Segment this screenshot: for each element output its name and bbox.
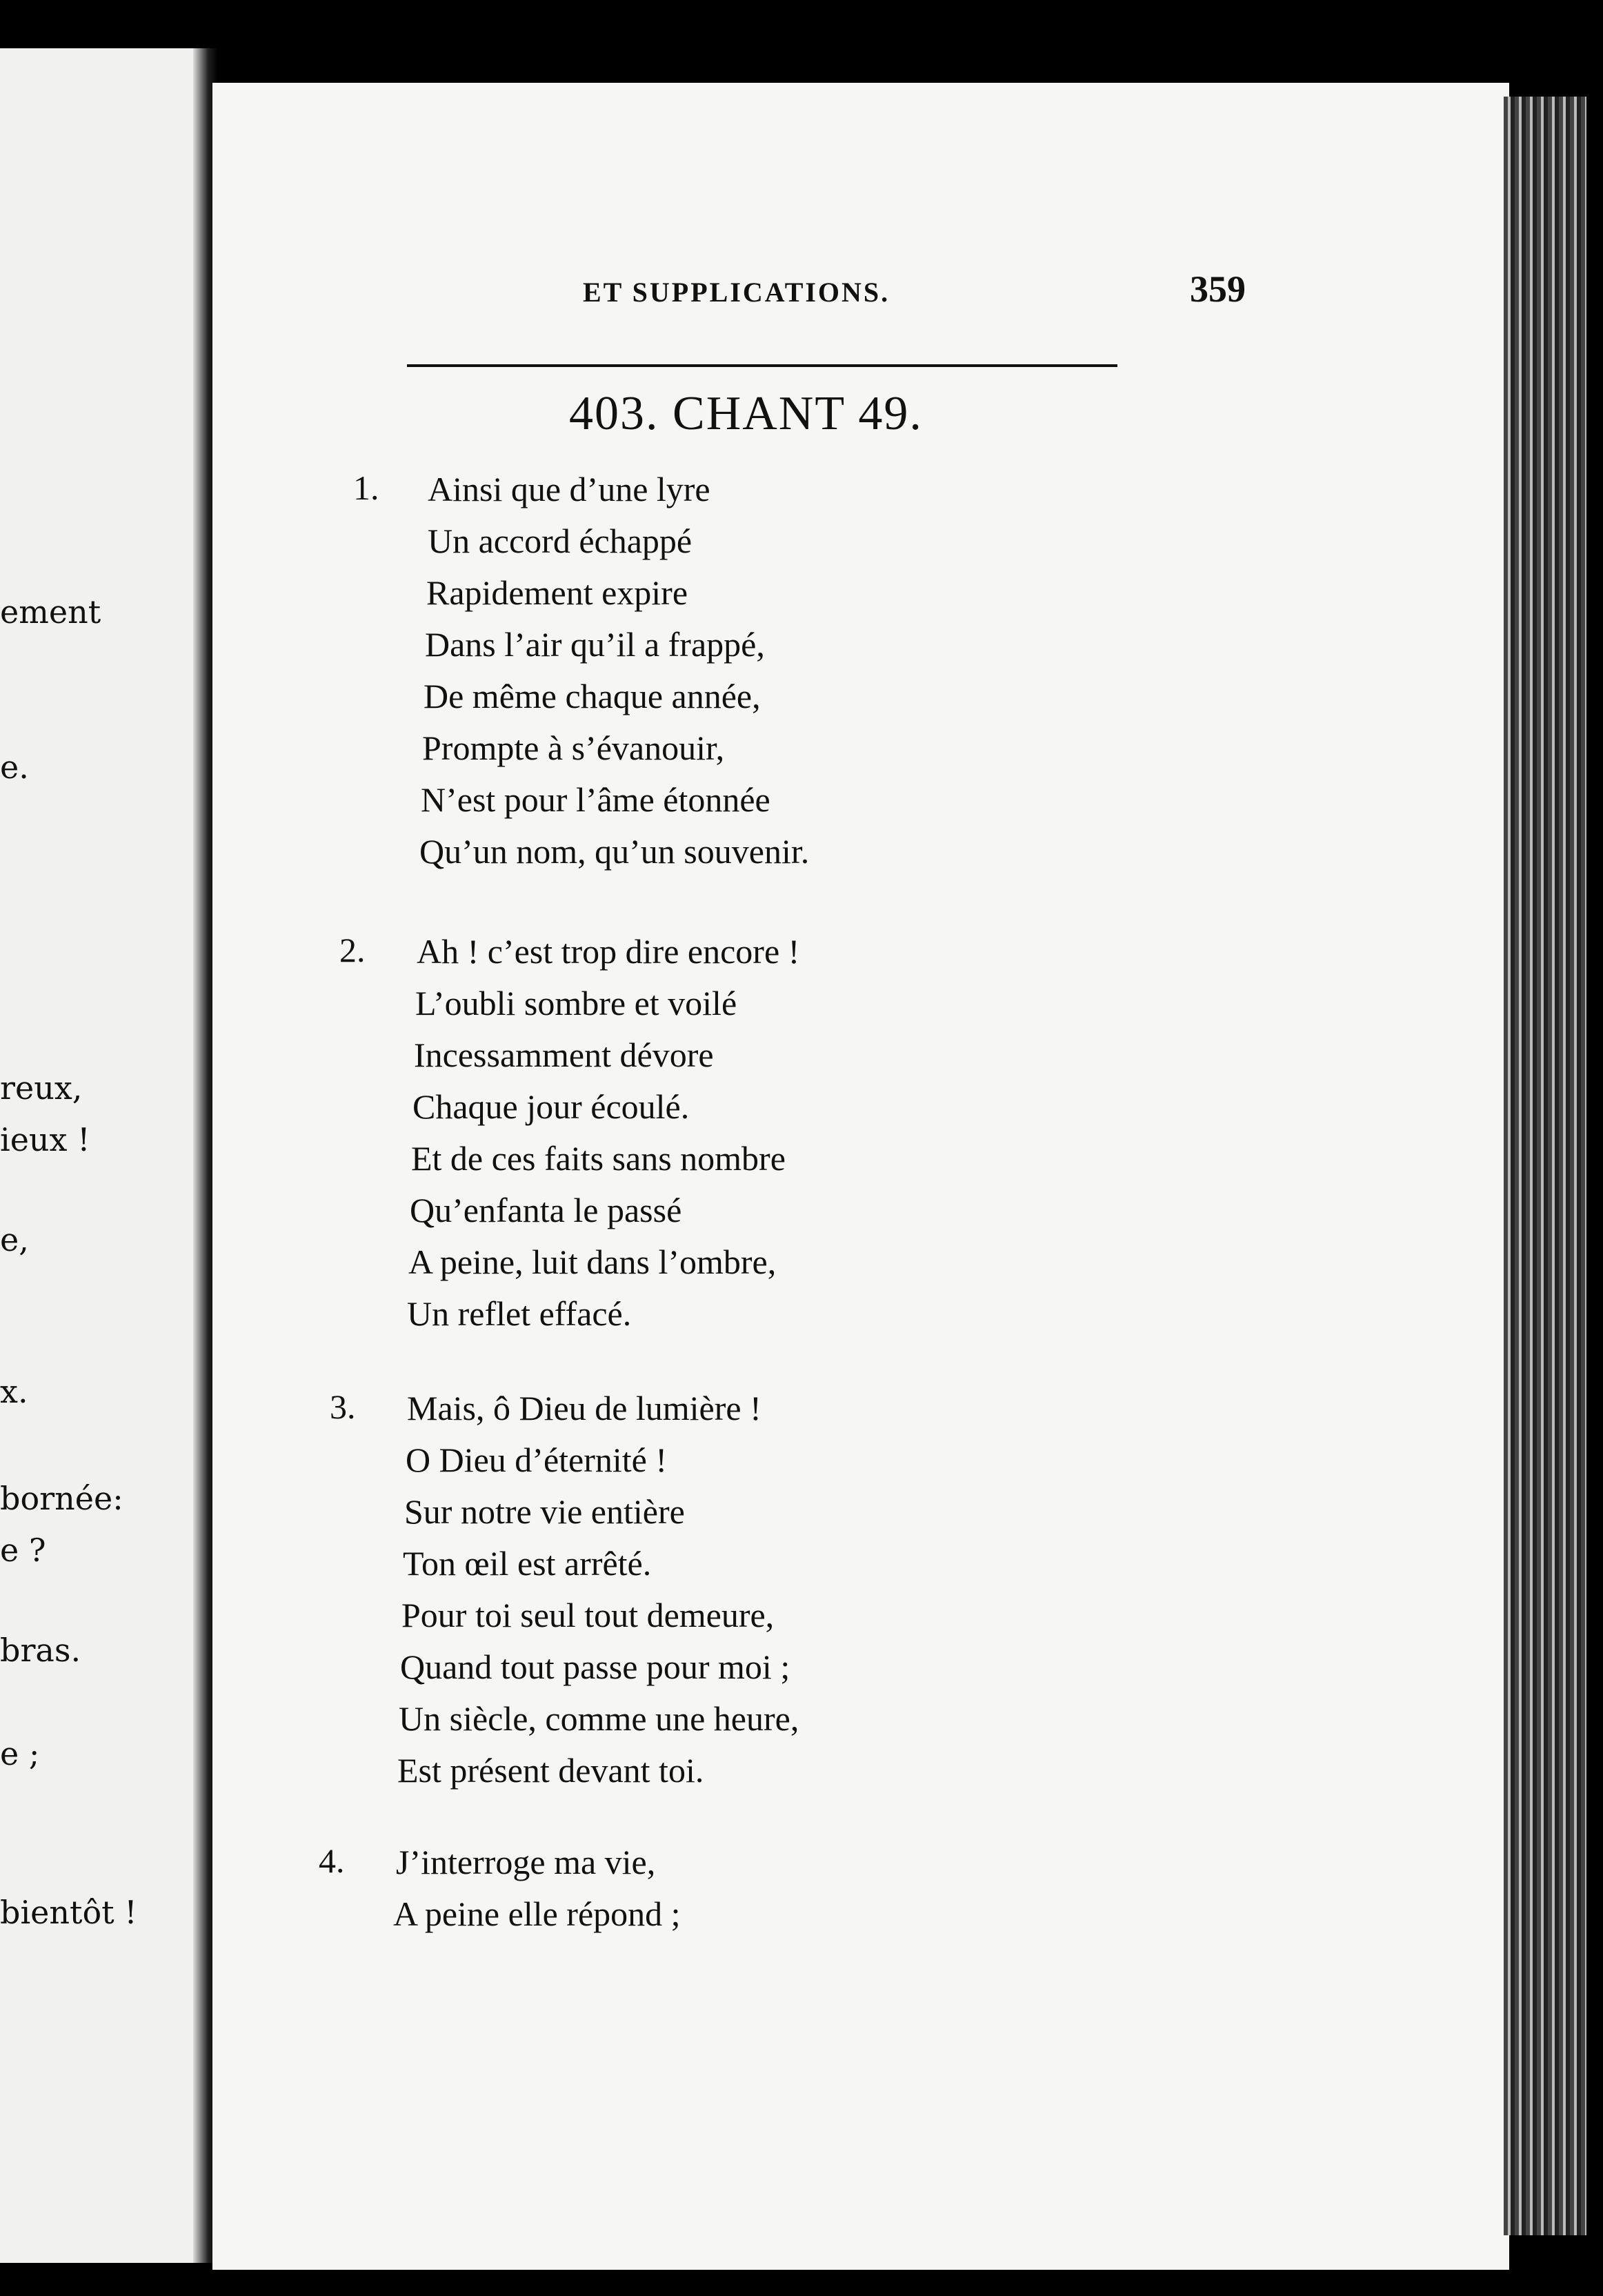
- verse-line: Qu’enfanta le passé: [410, 1191, 682, 1229]
- verse-line: Pour toi seul tout demeure,: [401, 1596, 775, 1634]
- left-page-fragment: ement: [0, 593, 101, 631]
- left-page-fragment: e ?: [0, 1532, 46, 1569]
- verse-line: Dans l’air qu’il a frappé,: [425, 625, 765, 664]
- verse-line: Un siècle, comme une heure,: [399, 1699, 799, 1738]
- verse-line: A peine, luit dans l’ombre,: [408, 1243, 777, 1281]
- verse-line: Un reflet effacé.: [407, 1294, 632, 1333]
- left-page-fragment: e ;: [0, 1735, 40, 1772]
- left-page-fragment: bornée:: [0, 1480, 123, 1517]
- verse-line: De même chaque année,: [424, 677, 761, 715]
- verse-line: Rapidement expire: [426, 573, 688, 612]
- verse-line: J’interroge ma vie,: [396, 1843, 656, 1881]
- page-number: 359: [1190, 268, 1246, 310]
- verse-line: Qu’un nom, qu’un souvenir.: [419, 832, 810, 871]
- verse-line: Et de ces faits sans nombre: [411, 1139, 786, 1178]
- stanza-number: 4.: [319, 1841, 345, 1880]
- verse-line: Chaque jour écoulé.: [412, 1087, 690, 1126]
- verse-line: Quand tout passe pour moi ;: [400, 1647, 790, 1686]
- left-page-fragment: bras.: [0, 1632, 81, 1669]
- title-rule: [407, 364, 1117, 367]
- verse-line: L’oubli sombre et voilé: [415, 984, 737, 1022]
- left-page-fragment: ieux !: [0, 1121, 90, 1158]
- running-head: ET SUPPLICATIONS.: [583, 277, 890, 308]
- left-page-fragment: reux,: [0, 1069, 83, 1107]
- verse-line: Incessamment dévore: [414, 1036, 714, 1074]
- verse-line: Mais, ô Dieu de lumière !: [407, 1389, 761, 1427]
- verse-line: Un accord échappé: [428, 522, 693, 560]
- previous-page: [0, 48, 207, 2263]
- verse-line: Ah ! c’est trop dire encore !: [417, 932, 800, 971]
- verse-line: Prompte à s’évanouir,: [422, 729, 725, 767]
- verse-line: Est présent devant toi.: [397, 1751, 704, 1790]
- left-page-fragment: bientôt !: [0, 1894, 137, 1931]
- left-page-fragment: e,: [0, 1221, 29, 1258]
- verse-line: Sur notre vie entière: [404, 1492, 685, 1531]
- verse-line: Ton œil est arrêté.: [403, 1544, 652, 1583]
- stanza-number: 2.: [339, 931, 366, 969]
- stanza-number: 3.: [330, 1387, 356, 1426]
- verse-line: O Dieu d’éternité !: [406, 1441, 668, 1479]
- page-edges: [1504, 97, 1586, 2235]
- verse-line: Ainsi que d’une lyre: [428, 470, 710, 508]
- chant-title: 403. CHANT 49.: [569, 387, 923, 440]
- left-page-fragment: e.: [0, 749, 29, 786]
- left-page-fragment: x.: [0, 1373, 28, 1410]
- verse-line: A peine elle répond ;: [393, 1894, 681, 1933]
- stanza-number: 1.: [353, 468, 379, 507]
- verse-line: N’est pour l’âme étonnée: [421, 780, 770, 819]
